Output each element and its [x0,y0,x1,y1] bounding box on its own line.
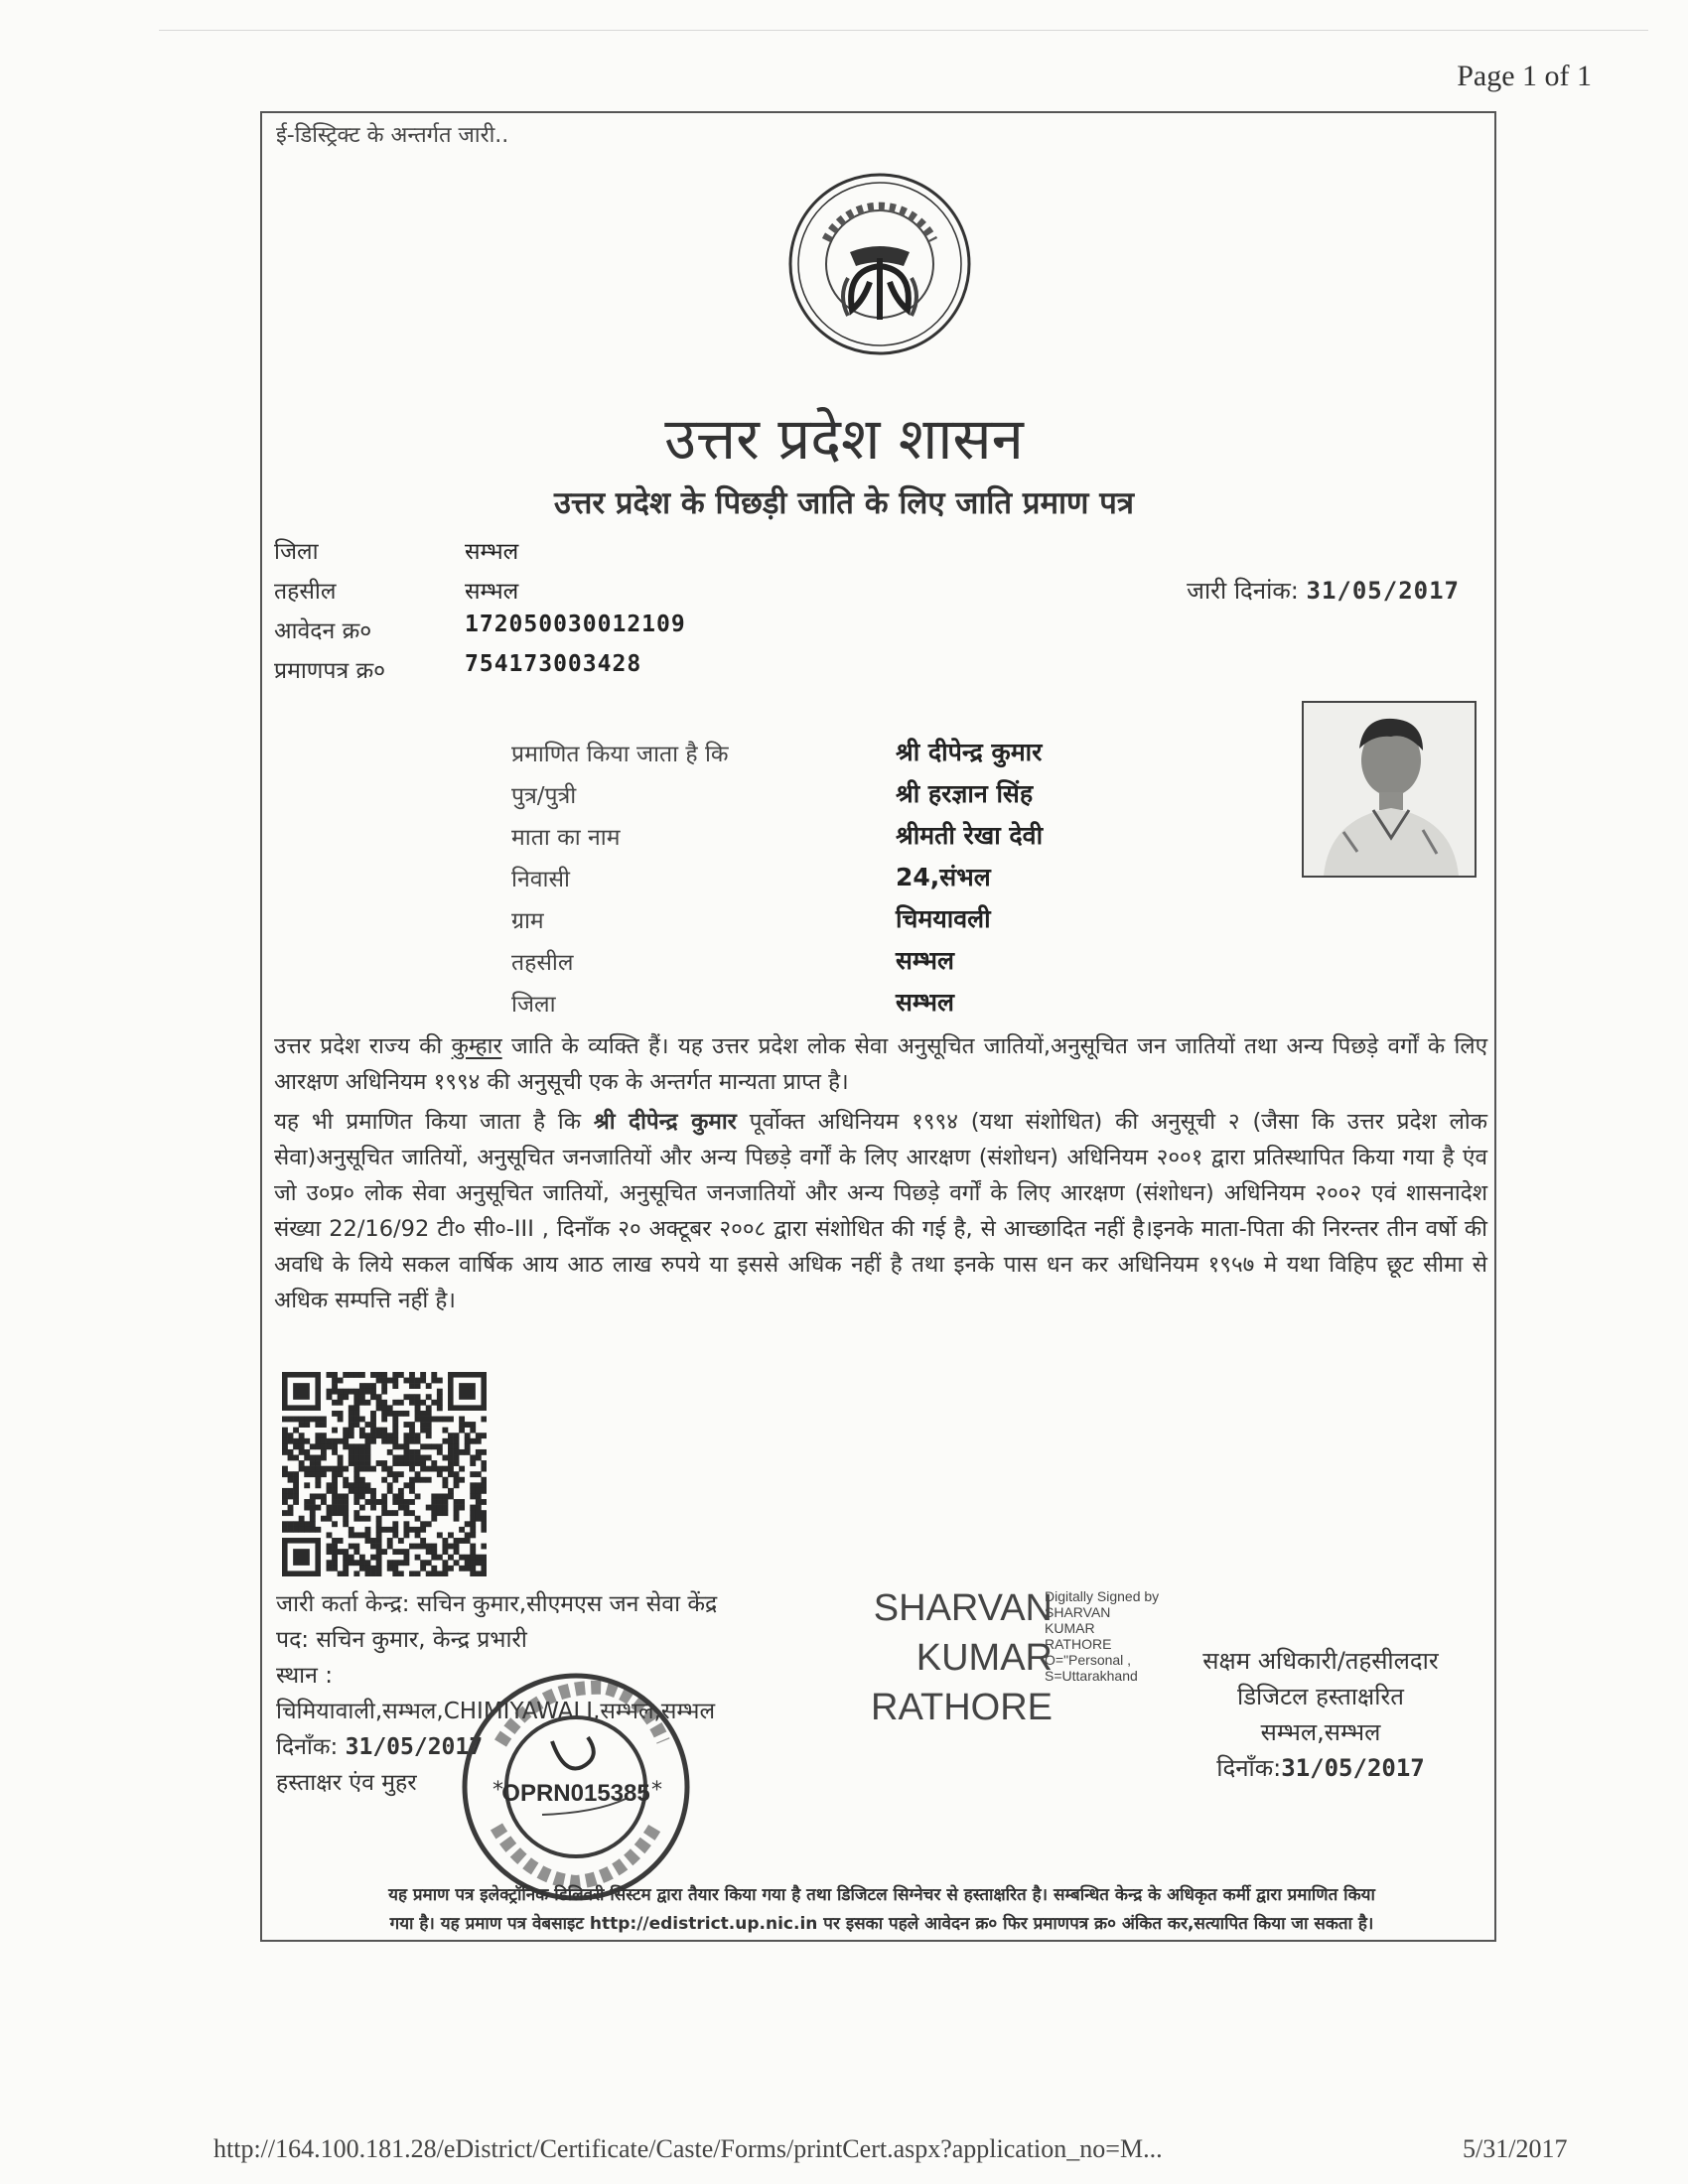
eligibility-paragraph [274,1104,1487,1318]
scan-top-line [159,30,1648,31]
caste-paragraph-end: जाति के व्यक्ति हैं। यह उत्तर प्रदेश लोक सेवा अनुसूचित जातियों,अनुसूचित जन जातियों तथा अन्य पिछड़े वर्गों के लिए आरक्षण अधिनियम १९९४ की अनुसूची एक के अन्तर्गत मान्यता प्राप्त है। [274,1033,1488,1095]
detail-label-village: ग्राम [511,908,544,934]
mother-name: श्रीमती रेखा देवी [896,821,1044,850]
detail-label-district: जिला [511,992,556,1018]
rubber-stamp [457,1668,695,1906]
detail-tehsil-value: सम्भल [896,946,954,975]
issue-date-value: 31/05/2017 [1306,577,1460,605]
detail-label-resident: निवासी [511,867,570,892]
caste-name: कुम्हार [451,1033,502,1059]
village-value: चिमयावली [896,904,991,933]
applicant-photo [1302,701,1477,878]
application-number: 172050030012109 [465,612,686,637]
eligibility-paragraph-end: पूर्वोक्त अधिनियम १९९४ (यथा संशोधित) की अनुसूची २ (जैसा कि उत्तर प्रदेश लोक सेवा)अनुसूचित जातियों, अनुसूचित जनजातियों और अन्य पिछड़े वर्गों के लिए आरक्षण (संशोधन) अधिनियम २००१ द्वारा प्रतिस्थापित किया गया है एंव जो उ०प्र० लोक सेवा अनुसूचित जातियों, अनुसूचित जनजातियों और अन्य पिछड़े वर्गों के लिए आरक्षण (संशोधन) अधिनियम २००२ एवं शासनादेश संख्या 22/16/92 टी० सी०-III , दिनाँक २० अक्टूबर २००८ द्वारा संशोधित की गई है, से आच्छादित नहीं है।इनके माता-पिता की निरन्तर तीन वर्षो की अवधि के लिये सकल वार्षिक आय आठ लाख रुपये या इससे अधिक नहीं है तथा इनके पास धन कर अधिनियम १९५७ मे यथा विहिप छूट सीमा से अधिक सम्पत्ति नहीं है। [274,1109,1487,1313]
place-label: स्थान : [276,1663,333,1689]
officer-signed: डिजिटल हस्ताक्षरित [1237,1683,1404,1710]
digital-signature-details: Digitally Signed by SHARVAN KUMAR RATHORE O="Personal , S=Uttarakhand [1045,1588,1160,1684]
signer-name-line1: SHARVAN [873,1587,1053,1629]
issuer-date [276,1729,483,1761]
up-government-emblem [786,171,973,357]
certificate-number: 754173003428 [465,651,642,677]
officer-place: सम्भल,सम्भल [1260,1718,1381,1746]
certificate-footer-note [276,1881,1487,1939]
certificate-number-label: प्रमाणपत्र क्र० [274,658,386,684]
person-photo-icon [1304,703,1475,876]
page-number: Page 1 of 1 [1457,60,1592,92]
applicant-name: श्री दीपेन्द्र कुमार [896,738,1043,766]
officer-date-value: 31/05/2017 [1281,1754,1425,1782]
father-name: श्री हरज्ञान सिंह [896,779,1034,808]
tehsil-value: सम्भल [465,579,519,605]
footer-line1: यह प्रमाण पत्र इलेक्ट्रॉनिक डिलिवरी सिस्टम द्वारा तैयार किया गया है तथा डिजिटल सिग्नेचर से हस्ताक्षरित है। सम्बन्धित केन्द्र के अधिकृत कर्मी द्वारा प्रमाणित किया [388,1885,1375,1905]
footer-line2: गया है। यह प्रमाण पत्र वेबसाइट http://edistrict.up.nic.in पर इसका पहले आवेदन क्र० फिर प्रमाणपत्र क्र० अंकित कर,सत्यापित किया जा सकता है। [389,1914,1374,1934]
print-url: http://164.100.181.28/eDistrict/Certificate/Caste/Forms/printCert.aspx?application_no=M... [213,2134,1163,2163]
place-value: चिमियावाली,सम्भल,CHIMIYAWALI,सम्भल,सम्भल [276,1699,716,1724]
issuing-center: जारी कर्ता केन्द्र: सचिन कुमार,सीएमएस जन सेवा केंद्र [276,1591,718,1617]
page-title: उत्तर प्रदेश शासन [664,405,1024,473]
issuer-date-label: दिनाँक: [276,1734,339,1760]
stamp-code: OPRN015385 [501,1780,650,1807]
certificate-subtitle: उत्तर प्रदेश के पिछड़ी जाति के लिए जाति प्रमाण पत्र [554,485,1134,521]
eligibility-applicant-name: श्री दीपेन्द्र कुमार [593,1109,737,1135]
district-label: जिला [274,539,319,565]
qr-code [282,1372,487,1576]
detail-label-certified: प्रमाणित किया जाता है कि [511,742,729,767]
header-note: ई-डिस्ट्रिक्ट के अन्तर्गत जारी.. [276,123,509,148]
svg-text:*: * [651,1778,662,1803]
officer-date-label: दिनाँक: [1216,1754,1282,1782]
issue-date-label: जारी दिनांक: [1187,577,1299,605]
officer-date [1172,1751,1470,1784]
resident-value: 24,संभल [896,863,991,891]
issuer-date-value: 31/05/2017 [345,1734,484,1760]
issue-date [1187,574,1460,607]
eligibility-paragraph-start: यह भी प्रमाणित किया जाता है कि [274,1109,594,1135]
detail-label-parent: पुत्र/पुत्री [511,783,577,809]
signer-name-line3: RATHORE [871,1687,1053,1728]
caste-paragraph [274,1028,1487,1100]
detail-label-mother: माता का नाम [511,825,621,851]
caste-paragraph-start: उत्तर प्रदेश राज्य की [274,1033,452,1059]
detail-label-tehsil: तहसील [511,950,574,976]
issuer-post: पद: सचिन कुमार, केन्द्र प्रभारी [276,1627,527,1653]
signature-seal-label: हस्ताक्षर एंव मुहर [276,1770,417,1796]
svg-text:*: * [492,1778,503,1803]
digital-signer-name [834,1583,1053,1732]
signer-name-line2: KUMAR [915,1637,1053,1679]
application-number-label: आवेदन क्र० [274,618,372,644]
tehsil-label: तहसील [274,579,337,605]
officer-title: सक्षम अधिकारी/तहसीलदार [1202,1647,1439,1675]
detail-district-value: सम्भल [896,988,954,1017]
district-value: सम्भल [465,539,519,565]
print-date: 5/31/2017 [1463,2134,1568,2163]
